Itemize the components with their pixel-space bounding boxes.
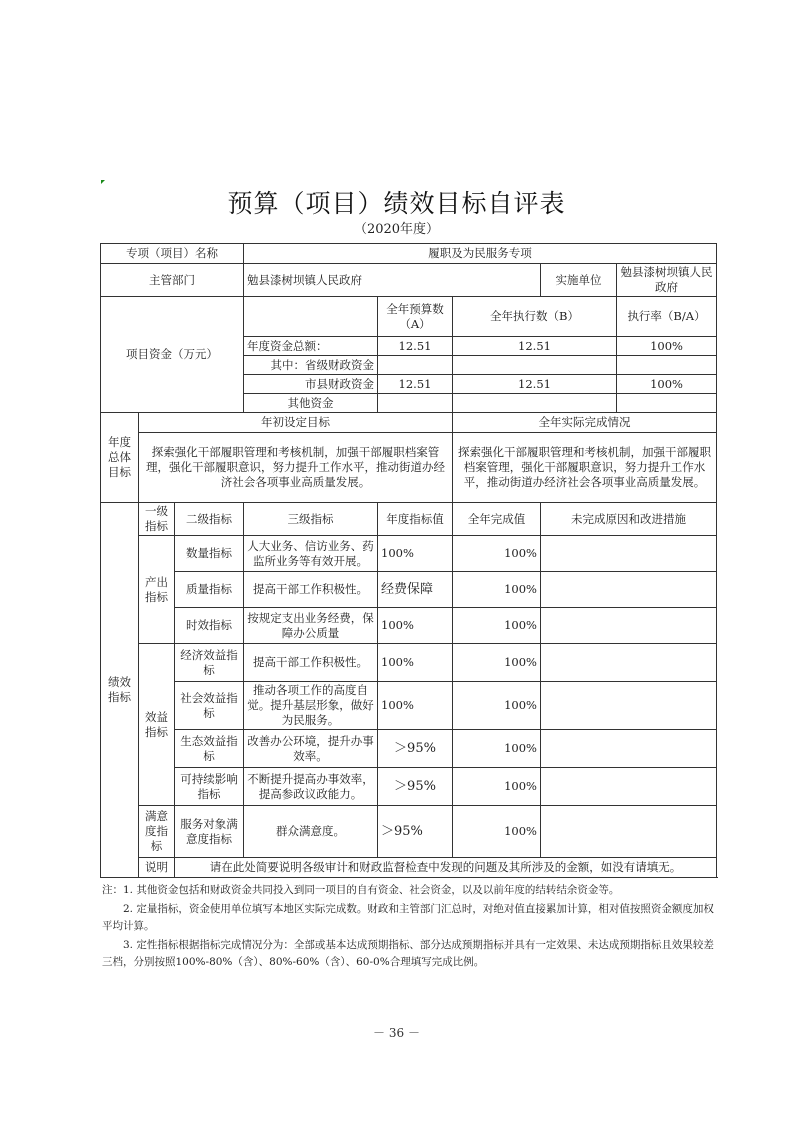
header-level3: 三级指标 (244, 503, 378, 536)
goals-actual-header: 全年实际完成情况 (453, 413, 717, 433)
actual-value: 100% (453, 730, 541, 768)
impl-value: 勉县漆树坝镇人民政府 (617, 264, 717, 297)
header-target: 年度指标值 (378, 503, 453, 536)
level3: 提高干部工作积极性。 (244, 644, 378, 682)
funds-row-actual (453, 394, 617, 413)
goals-planned-header: 年初设定目标 (139, 413, 453, 433)
reason (541, 730, 717, 768)
level3: 按规定支出业务经费，保障办公质量 (244, 608, 378, 644)
note-3: 3. 定性指标根据指标完成情况分为：全部或基本达成预期指标、部分达成预期指标并具有一定效果、未达成预期指标且效果较差三档，分别按照100%-80%（含）、80%-60%（含）、60-0%合理填写完成比例。 (102, 939, 714, 968)
header-level1: 一级指标 (139, 503, 175, 536)
target-value: 100% (378, 536, 453, 572)
target-value: ＞95% (378, 806, 453, 858)
level3: 不断提升提高办事效率，提高参政议政能力。 (244, 768, 378, 806)
level2: 质量指标 (175, 572, 244, 608)
target-value: 100% (378, 644, 453, 682)
performance-table (100, 243, 717, 878)
funds-row-label: 市县财政资金 (244, 375, 378, 394)
page-subtitle-year: （2020年度） (353, 222, 440, 237)
funds-row-actual: 12.51 (453, 375, 617, 394)
goals-header-row (101, 413, 717, 433)
remark-text: 请在此处简要说明各级审计和财政监督检查中发现的问题及其所涉及的金额，如没有请填无。 (175, 858, 717, 878)
indicator-row (101, 806, 717, 858)
page-number: － 36 － (373, 1026, 420, 1040)
indicator-row (101, 682, 717, 730)
funds-row-budget: 12.51 (378, 375, 453, 394)
actual-value: 100% (453, 572, 541, 608)
indicator-row (101, 608, 717, 644)
funds-row-budget (378, 356, 453, 375)
goals-planned-text: 探索强化干部履职管理和考核机制，加强干部履职档案管理，强化干部履职意识，努力提升工作水平，推动街道办经济社会各项事业高质量发展。 (139, 433, 453, 503)
funds-row-rate: 100% (617, 375, 717, 394)
target-value: ＞95% (378, 768, 453, 806)
level1-satisfaction: 满意度指标 (139, 806, 175, 858)
actual-value: 100% (453, 682, 541, 730)
funds-header-rate: 执行率（B/A） (617, 297, 717, 337)
project-name-row (101, 244, 717, 264)
note-2: 2. 定量指标，资金使用单位填写本地区实际完成数。财政和主管部门汇总时，对绝对值直接累加计算，相对值按照资金额度加权平均计算。 (102, 903, 714, 932)
actual-value: 100% (453, 608, 541, 644)
funds-row-budget (378, 394, 453, 413)
actual-value: 100% (453, 536, 541, 572)
notes-section (102, 882, 718, 973)
project-name-value: 履职及为民服务专项 (244, 244, 717, 264)
funds-row-label: 其中：省级财政资金 (244, 356, 378, 375)
indicator-row (101, 768, 717, 806)
funds-row-budget: 12.51 (378, 337, 453, 356)
reason (541, 768, 717, 806)
funds-header-actual: 全年执行数（B） (453, 297, 617, 337)
header-reason: 未完成原因和改进措施 (541, 503, 717, 536)
remark-label: 说明 (139, 858, 175, 878)
level2: 服务对象满意度指标 (175, 806, 244, 858)
funds-row-actual (453, 356, 617, 375)
level3: 改善办公环境，提升办事效率。 (244, 730, 378, 768)
reason (541, 572, 717, 608)
project-name-label: 专项（项目）名称 (101, 244, 244, 264)
funds-header-row (101, 297, 717, 337)
indicator-row (101, 536, 717, 572)
indicator-row (101, 730, 717, 768)
funds-header-budget: 全年预算数（A） (378, 297, 453, 337)
dept-label: 主管部门 (101, 264, 244, 297)
goals-content-row (101, 433, 717, 503)
level3: 群众满意度。 (244, 806, 378, 858)
funds-label: 项目资金（万元） (101, 297, 244, 413)
indicators-label (101, 503, 139, 878)
indicators-header-row (101, 503, 717, 536)
level2: 经济效益指标 (175, 644, 244, 682)
level3: 推动各项工作的高度自觉。提升基层形象，做好为民服务。 (244, 682, 378, 730)
level1-benefit: 效益指标 (139, 644, 175, 806)
level2: 时效指标 (175, 608, 244, 644)
impl-label: 实施单位 (541, 264, 617, 297)
level2: 社会效益指标 (175, 682, 244, 730)
funds-row-label: 年度资金总额： (244, 337, 378, 356)
reason (541, 536, 717, 572)
target-value: ＞95% (378, 730, 453, 768)
funds-row-rate (617, 394, 717, 413)
reason (541, 682, 717, 730)
level1-output: 产出指标 (139, 536, 175, 644)
funds-row-rate (617, 356, 717, 375)
actual-value: 100% (453, 806, 541, 858)
level3: 人大业务、信访业务、药监所业务等有效开展。 (244, 536, 378, 572)
header-level2: 二级指标 (175, 503, 244, 536)
reason (541, 608, 717, 644)
indicator-row (101, 572, 717, 608)
page-title: 预算（项目）绩效目标自评表 (227, 189, 566, 218)
level2: 可持续影响指标 (175, 768, 244, 806)
actual-value: 100% (453, 644, 541, 682)
indicators-label-text: 绩效指标 (108, 675, 131, 704)
reason (541, 806, 717, 858)
level3: 提高干部工作积极性。 (244, 572, 378, 608)
header-actual: 全年完成值 (453, 503, 541, 536)
funds-row-rate: 100% (617, 337, 717, 356)
funds-header-blank (244, 297, 378, 337)
remark-row (101, 858, 717, 878)
level2: 生态效益指标 (175, 730, 244, 768)
target-value: 100% (378, 608, 453, 644)
reason (541, 644, 717, 682)
funds-row-label: 其他资金 (244, 394, 378, 413)
goals-actual-text: 探索强化干部履职管理和考核机制，加强干部履职档案管理，强化干部履职意识，努力提升工作水平，推动街道办经济社会各项事业高质量发展。 (453, 433, 717, 503)
funds-row-actual: 12.51 (453, 337, 617, 356)
note-1: 注：1. 其他资金包括和财政资金共同投入到同一项目的自有资金、社会资金，以及以前年度的结转结余资金等。 (102, 884, 620, 896)
dept-value: 勉县漆树坝镇人民政府 (244, 264, 541, 297)
indicator-row (101, 644, 717, 682)
target-value: 经费保障 (378, 572, 453, 608)
target-value: 100% (378, 682, 453, 730)
actual-value: 100% (453, 768, 541, 806)
level2: 数量指标 (175, 536, 244, 572)
department-row (101, 264, 717, 297)
goals-label: 年度总体目标 (101, 413, 139, 503)
